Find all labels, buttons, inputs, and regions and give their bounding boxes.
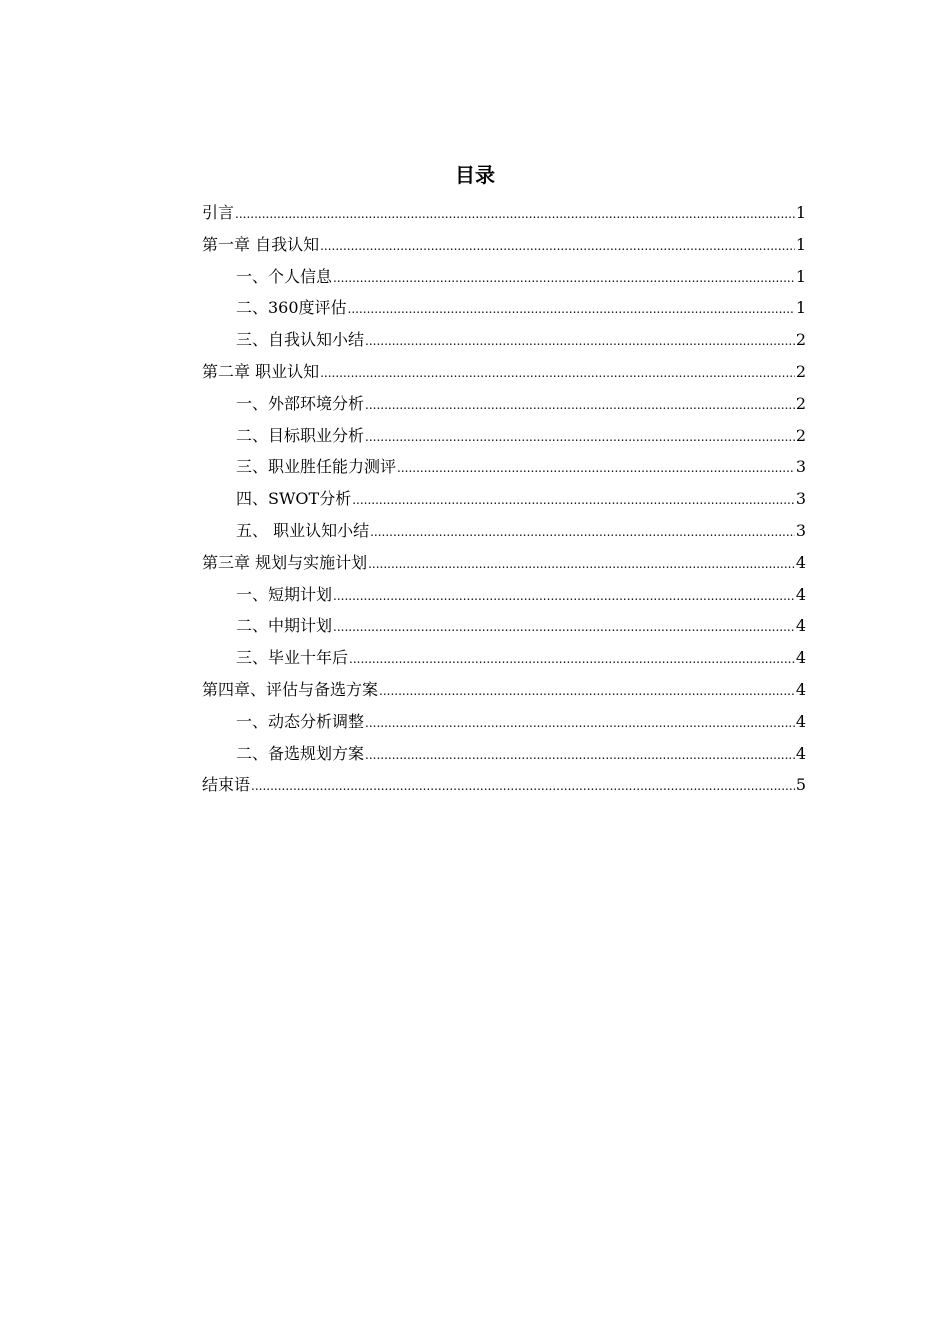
toc-entry-page: 2	[795, 425, 806, 445]
toc-leader-dots	[365, 422, 795, 454]
toc-leader-dots	[320, 231, 795, 263]
toc-leader-dots	[397, 453, 795, 485]
toc-leader-dots	[352, 485, 795, 517]
toc-entry[interactable]	[202, 706, 806, 738]
toc-entry[interactable]	[202, 547, 806, 579]
toc-entry[interactable]	[202, 229, 806, 261]
toc-entry[interactable]	[202, 769, 806, 801]
toc-entry[interactable]	[202, 388, 806, 420]
toc-leader-dots	[365, 326, 795, 358]
toc-entry[interactable]	[202, 261, 806, 293]
toc-entry-page: 2	[795, 330, 806, 350]
toc-leader-dots	[333, 612, 795, 644]
toc-entry[interactable]	[202, 451, 806, 483]
toc-entry-page: 2	[795, 361, 806, 381]
toc-entry-label: 五、 职业认知小结	[236, 520, 370, 540]
toc-entry-label: 第三章 规划与实施计划	[202, 552, 368, 572]
toc-entry-label: 二、360度评估	[236, 298, 347, 318]
toc-entry-page: 4	[795, 743, 806, 763]
toc-entry-page: 4	[795, 584, 806, 604]
toc-entry-page: 4	[795, 679, 806, 699]
toc-entry-label: 三、自我认知小结	[236, 330, 365, 350]
toc-leader-dots	[379, 676, 795, 708]
toc-entry-label: 第二章 职业认知	[202, 361, 320, 381]
toc-leader-dots	[251, 771, 795, 803]
toc-entry-label: 引言	[202, 203, 235, 222]
toc-entry[interactable]	[202, 515, 806, 547]
toc-entry-label: 二、目标职业分析	[236, 425, 365, 445]
toc-entry-label: 一、外部环境分析	[236, 393, 365, 413]
toc-entry[interactable]	[202, 738, 806, 770]
toc-entry[interactable]	[202, 610, 806, 642]
toc-entry-label: 三、毕业十年后	[236, 648, 349, 668]
toc-entry[interactable]	[202, 579, 806, 611]
toc-entry-label: 三、职业胜任能力测评	[236, 457, 397, 477]
toc-leader-dots	[370, 517, 795, 549]
toc-entry-page: 5	[795, 775, 806, 795]
toc-entry-page: 3	[795, 457, 806, 477]
toc-entry-page: 1	[795, 234, 806, 254]
toc-entry[interactable]	[202, 197, 806, 229]
toc-entry-page: 4	[795, 616, 806, 636]
toc-leader-dots	[333, 263, 795, 295]
toc-leader-dots	[368, 549, 795, 581]
toc-entry-label: 二、中期计划	[236, 616, 333, 636]
table-of-contents	[202, 197, 806, 801]
toc-leader-dots	[333, 581, 795, 613]
toc-entry[interactable]	[202, 642, 806, 674]
toc-entry-page: 1	[795, 203, 806, 222]
toc-leader-dots	[348, 294, 795, 326]
toc-entry[interactable]	[202, 420, 806, 452]
toc-entry[interactable]	[202, 483, 806, 515]
toc-leader-dots	[365, 740, 795, 772]
toc-entry-page: 4	[795, 648, 806, 668]
toc-leader-dots	[349, 644, 795, 676]
toc-entry-label: 一、短期计划	[236, 584, 333, 604]
toc-entry[interactable]	[202, 324, 806, 356]
toc-entry-page: 3	[795, 489, 806, 509]
toc-entry-label: 第一章 自我认知	[202, 234, 320, 254]
toc-entry[interactable]	[202, 292, 806, 324]
toc-entry-label: 一、个人信息	[236, 266, 333, 286]
toc-leader-dots	[365, 390, 795, 422]
toc-entry-label: 二、备选规划方案	[236, 743, 365, 763]
toc-entry[interactable]	[202, 674, 806, 706]
toc-entry-label: 结束语	[202, 775, 251, 795]
toc-entry-page: 2	[795, 393, 806, 413]
toc-title: 目录	[455, 163, 495, 187]
toc-entry[interactable]	[202, 356, 806, 388]
toc-entry-label: 第四章、评估与备选方案	[202, 679, 379, 699]
toc-leader-dots	[320, 358, 795, 390]
toc-entry-page: 1	[795, 298, 806, 318]
toc-entry-page: 4	[795, 552, 806, 572]
toc-entry-page: 3	[795, 520, 806, 540]
toc-leader-dots	[365, 708, 795, 740]
toc-entry-label: 四、SWOT分析	[236, 489, 352, 509]
toc-entry-label: 一、动态分析调整	[236, 711, 365, 731]
toc-entry-page: 4	[795, 711, 806, 731]
toc-leader-dots	[235, 199, 795, 231]
toc-entry-page: 1	[795, 266, 806, 286]
